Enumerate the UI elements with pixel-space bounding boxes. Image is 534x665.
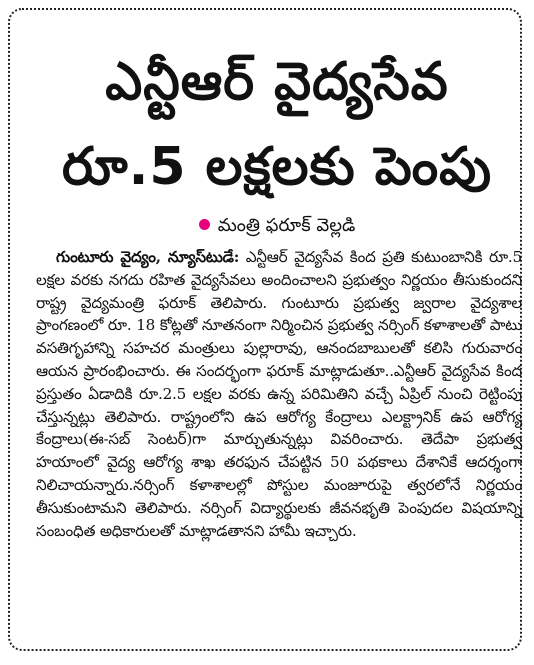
headline-line-2: రూ.5 లక్షలకు పెంపు	[62, 137, 492, 197]
headline-line-1: ఎన్టీఆర్ వైద్యసేవ	[105, 52, 449, 112]
article-body-text: ఎన్టీఆర్ వైద్యసేవ కింద ప్రతి కుటుంబానికి రూ.5 లక్షల వరకు నగదు రహిత వైద్యసేవలు అందించాలని ప్రభుత్వం నిర్ణయం తీసుకుందని రాష్ట్ర వైద్యమంత్రి ఫరూక్ తెలిపారు. గుంటూరు ప్రభుత్వ జ్వరాల వైద్యశాల ప్రాంగణంలో రూ. 18 కోట్లతో నూతనంగా నిర్మించిన ప్రభుత్వ నర్సింగ్ కళాశాలతో పాటు వసతిగృహాన్ని సహచర మంత్రులు పుల్లారావు, ఆనందబాబులతో కలిసి గురువారం ఆయన ప్రారంభించారు. ఈ సందర్భంగా ఫరూక్ మాట్లాడుతూ..ఎన్టీఆర్ వైద్యసేవ కింద ప్రస్తుతం ఏడాదికి రూ.2.5 లక్షల వరకు ఉన్న పరిమితిని వచ్చే ఏప్రిల్ నుంచి రెట్టింపు చేస్తున్నట్లు తెలిపారు. రాష్ట్రంలోని ఉప ఆరోగ్య కేంద్రాలు ఎలక్ట్రానిక్ ఉప ఆరోగ్య కేంద్రాలు(ఈ-సబ్ సెంటర్)గా మార్చుతున్నట్లు వివరించారు. తెదేపా ప్రభుత్వ హయాంలో వైద్య ఆరోగ్య శాఖ తరఫున చేపట్టిన 50 పథకాలు దేశానికే ఆదర్శంగా నిలిచాయన్నారు.నర్సింగ్ కళాశాలల్లో పోస్టుల మంజూరుపై త్వరలోనే నిర్ణయం తీసుకుంటామని తెలిపారు. నర్సింగ్ విద్యార్థులకు జీవనభృతి పెంపుదల విషయాన్ని సంబంధిత అధికారులతో మాట్లాడతానని హామీ ఇచ్చారు.	[36, 248, 522, 540]
subheading	[30, 213, 524, 239]
subheading-text: మంత్రి ఫరూక్ వెల్లడి	[217, 215, 356, 236]
dateline: గుంటూరు వైద్యం, న్యూస్‌టుడే:	[56, 248, 240, 266]
news-clipping-frame	[8, 8, 522, 651]
article-body	[36, 246, 522, 542]
bullet-icon	[199, 219, 210, 230]
article-paragraph	[36, 246, 522, 542]
